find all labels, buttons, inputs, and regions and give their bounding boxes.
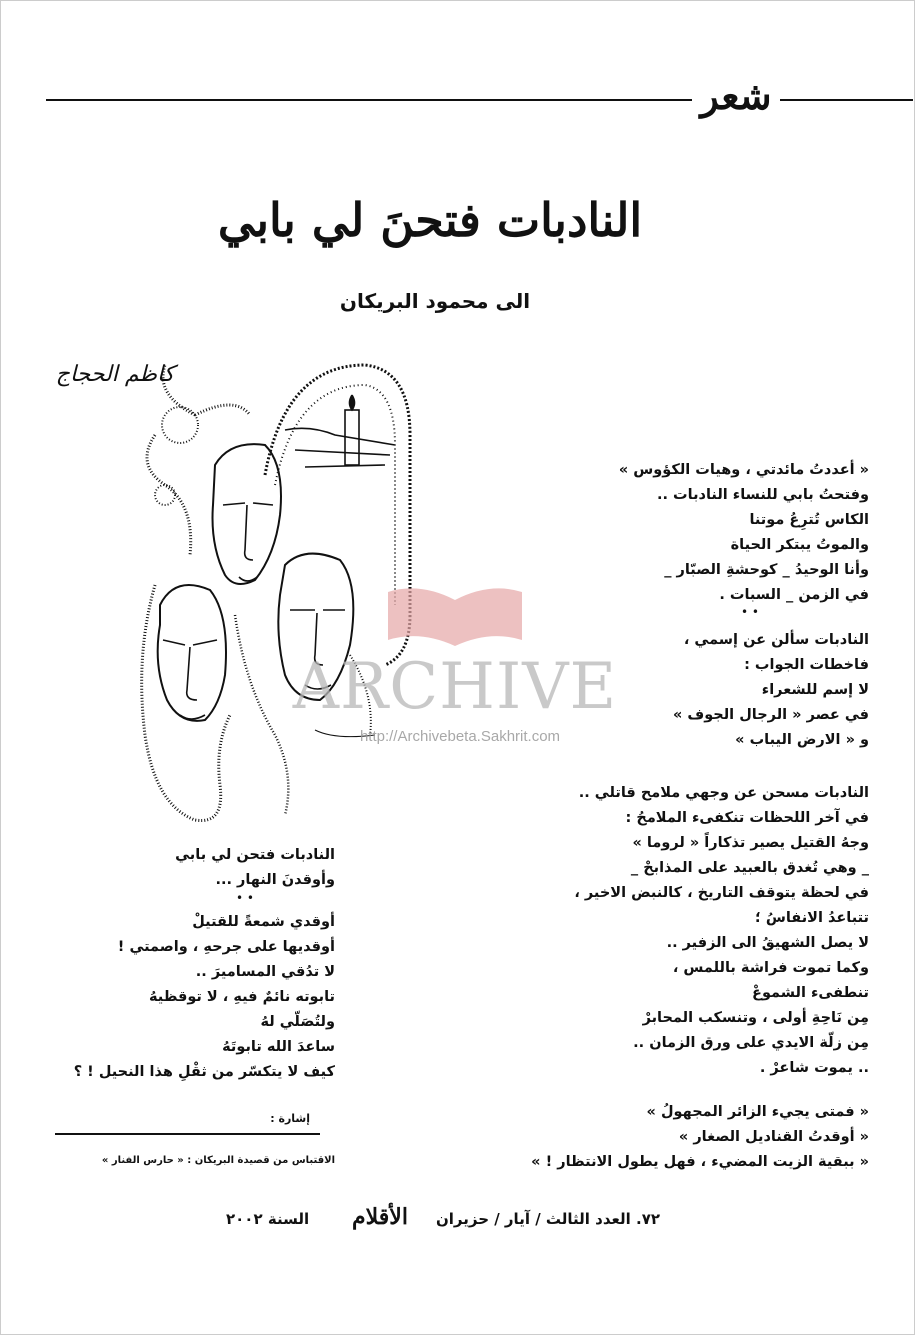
watermark-url: http://Archivebeta.Sakhrit.com (359, 728, 561, 745)
verse-line: في عصر « الرجال الجوف » (672, 707, 869, 723)
verse-line: تابوته نائمٌ فيهِ ، لا توقظيهُ (149, 989, 335, 1005)
verse-line: كيف لا يتكسّر من ثقْلِ هذا النحيل ! ؟ (73, 1064, 335, 1080)
verse-line: النادبات فتحن لي بابي (175, 847, 335, 863)
verse-line: أوقديها على جرحهِ ، واصمتي ! (117, 939, 335, 955)
verse-line: النادبات مسحن عن وجهي ملامح قاتلي .. (578, 785, 869, 801)
verse-line: وكما تموت فراشة باللمس ، (672, 960, 869, 976)
section-label: شعر (700, 73, 772, 118)
verse-line: _ وهي تُغدق بالعبيد على المذابحْ _ (630, 860, 869, 876)
footer-issue: ٧٢. العدد الثالث / آيار / حزيران (435, 1210, 660, 1228)
verse-line: فاخطات الجواب : (744, 657, 869, 673)
magazine-logo: الأقلام (352, 1204, 408, 1230)
verse-line: « ببقية الزيت المضيء ، فهل يطول الانتظار ! » (531, 1154, 869, 1170)
verse-line: ساعدَ الله تابوتَهُ (222, 1039, 335, 1055)
verse-line: والموتُ يبتكر الحياة (730, 537, 869, 553)
verse-line: وأوقدنَ النهار ... (215, 872, 335, 888)
poem-dedication: الى محمود البريكان (339, 289, 531, 313)
verse-line: مِن زلّة الايدي على ورق الزمان .. (633, 1035, 869, 1051)
verse-line: تتباعدُ الانفاسُ ؛ (754, 910, 869, 926)
verse-line: لا يصل الشهيقُ الى الزفير .. (666, 935, 869, 951)
verse-line: و « الارض اليباب » (735, 732, 869, 748)
verse-line: .. يموت شاعرْ . (759, 1060, 869, 1076)
header-rule (46, 99, 692, 101)
verse-line: النادبات سألن عن إسمي ، (683, 632, 869, 648)
faces-illustration (135, 355, 415, 825)
verse-line: لا تدُقي المساميرَ .. (195, 964, 335, 980)
header-rule (780, 99, 913, 101)
verse-line: « فمتى يجيء الزائر المجهولُ » (646, 1104, 869, 1120)
verse-line: مِن نَاحِةِ أولى ، وتنسكب المحابرْ (642, 1010, 869, 1026)
verse-line: تنطفىء الشموعْ (752, 985, 869, 1001)
watermark-text: ARCHIVE (292, 650, 618, 724)
poem-title: النادبات فتحنَ لي بابي (217, 193, 643, 247)
right-stanza-1 (470, 458, 869, 608)
verse-line: وجهُ القتيل يصير تذكاراً « لروما » (632, 835, 869, 851)
right-stanza-3 (470, 781, 869, 1081)
verse-line: وأنا الوحيدُ _ كوحشةِ الصبّار _ (664, 562, 869, 578)
note-label: إشارة : (270, 1112, 310, 1125)
note-rule (55, 1133, 320, 1135)
stanza-separator: • • (741, 605, 759, 619)
verse-line: وفتحتُ بابي للنساء النادبات .. (656, 487, 869, 503)
verse-line: في آخر اللحظات تنكفىء الملامحُ : (625, 810, 869, 826)
verse-line: « أعددتُ مائدتي ، وهيات الكؤوس » (618, 462, 869, 478)
right-stanza-4 (470, 1100, 869, 1175)
footer-year: السنة ٢٠٠٢ (226, 1210, 310, 1228)
verse-line: ولتُصَلّي لهُ (260, 1014, 335, 1030)
verse-line: الكاس تُترِعُ موتنا (749, 512, 869, 528)
left-stanza-1 (60, 843, 335, 893)
page-footer (200, 1204, 660, 1244)
note-text: الاقتباس من قصيدة البريكان : « حارس الفنار » (101, 1155, 335, 1166)
verse-line: لا إسم للشعراء (761, 682, 869, 698)
verse-line: « أوقدتُ القناديل الصغار » (678, 1129, 869, 1145)
left-stanza-2 (60, 910, 335, 1085)
author-signature: كاظم الحجاج (55, 362, 175, 387)
right-stanza-2 (470, 628, 869, 753)
verse-line: أوقدي شمعةً للقتيلْ (192, 914, 335, 930)
verse-line: في لحظة يتوقف التاريخ ، كالنبض الاخير ، (574, 885, 869, 901)
stanza-separator: • • (236, 891, 254, 905)
verse-line: في الزمن _ السبات . (719, 587, 869, 603)
